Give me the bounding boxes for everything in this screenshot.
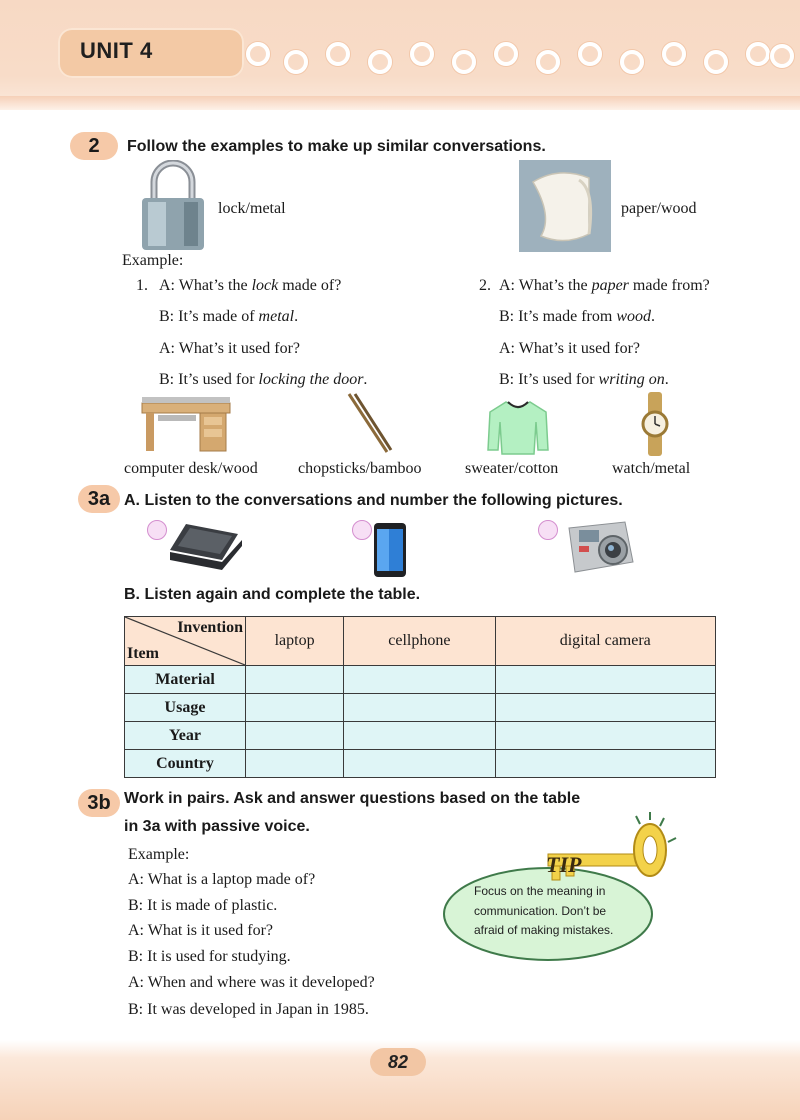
example-label: Example: (122, 252, 184, 269)
laptop-icon (168, 520, 244, 578)
table-row (125, 750, 716, 778)
conv2-line4: B: It’s used for writing on. (499, 371, 669, 388)
ring-icon (326, 42, 350, 66)
paper-label: paper/wood (621, 200, 697, 217)
dialogue-line: A: What is it used for? (128, 922, 274, 939)
item-label-sweater: sweater/cotton (465, 460, 559, 477)
ring-icon (368, 50, 392, 74)
computer-desk-icon (140, 395, 232, 455)
conv1-line2: B: It’s made of metal. (159, 308, 299, 325)
section-2-title: Follow the examples to make up similar conversations. (127, 138, 546, 155)
dialogue-line: B: It is made of plastic. (128, 897, 278, 914)
row-label-usage: Usage (125, 694, 246, 722)
row-label-year: Year (125, 722, 246, 750)
table-corner-cell (125, 617, 246, 666)
ring-icon (704, 50, 728, 74)
table-cell[interactable] (246, 750, 344, 778)
section-3a-badge: 3a (78, 485, 120, 513)
tip-label: TIP (546, 852, 582, 877)
ring-icon (410, 42, 434, 66)
example-label-3b: Example: (128, 846, 190, 863)
ring-icon (662, 42, 686, 66)
section-3a-title-b: B. Listen again and complete the table. (124, 586, 421, 603)
ring-icon (536, 50, 560, 74)
item-label-desk: computer desk/wood (124, 460, 258, 477)
dialogue-line: A: What is a laptop made of? (128, 871, 316, 888)
conv1-number: 1. (136, 277, 148, 294)
ring-icon (770, 44, 794, 68)
section-3a-title-a: A. Listen to the conversations and number the following pictures. (124, 492, 623, 509)
section-2-badge: 2 (70, 132, 118, 160)
conv2-line1: A: What’s the paper made from? (499, 277, 710, 294)
table-cell[interactable] (495, 666, 715, 694)
table-cell[interactable] (344, 666, 495, 694)
lock-label: lock/metal (218, 200, 286, 217)
table-cell[interactable] (246, 722, 344, 750)
dialogue-line: A: When and where was it developed? (128, 974, 375, 991)
tip-line-1: Focus on the meaning in (474, 884, 606, 898)
watch-icon (640, 392, 670, 456)
paper-roll-icon (519, 160, 611, 252)
table-row (125, 666, 716, 694)
chopsticks-icon (343, 392, 393, 454)
dialogue-line: B: It was developed in Japan in 1985. (128, 1001, 369, 1018)
corner-invention-label: Invention (177, 619, 243, 636)
ring-icon (578, 42, 602, 66)
table-row (125, 694, 716, 722)
table-row (125, 722, 716, 750)
row-label-country: Country (125, 750, 246, 778)
tip-line-3: afraid of making mistakes. (474, 923, 614, 937)
ring-icon (452, 50, 476, 74)
column-header-cellphone: cellphone (344, 617, 495, 666)
column-header-laptop: laptop (246, 617, 344, 666)
table-cell[interactable] (344, 694, 495, 722)
row-label-material: Material (125, 666, 246, 694)
item-label-watch: watch/metal (612, 460, 691, 477)
table-cell[interactable] (246, 666, 344, 694)
table-cell[interactable] (344, 750, 495, 778)
table-header-row (125, 617, 716, 666)
section-3b-title-line1: Work in pairs. Ask and answer questions based on the table (124, 790, 581, 807)
header-edge (0, 96, 800, 110)
table-cell[interactable] (495, 750, 715, 778)
page-number: 82 (370, 1048, 426, 1076)
column-header-digital-camera: digital camera (495, 617, 715, 666)
ring-icon (494, 42, 518, 66)
conv2-line2: B: It’s made from wood. (499, 308, 655, 325)
sweater-icon (486, 400, 550, 456)
dialogue-line: B: It is used for studying. (128, 948, 291, 965)
table-cell[interactable] (246, 694, 344, 722)
item-label-chopsticks: chopsticks/bamboo (298, 460, 422, 477)
table-cell[interactable] (495, 722, 715, 750)
ring-icon (620, 50, 644, 74)
table-cell[interactable] (495, 694, 715, 722)
ring-icon (284, 50, 308, 74)
conv2-number: 2. (479, 277, 491, 294)
invention-table (124, 616, 716, 778)
number-circle-camera[interactable] (538, 520, 558, 540)
conv2-line3: A: What’s it used for? (499, 340, 641, 357)
section-3b-badge: 3b (78, 789, 120, 817)
unit-title: UNIT 4 (80, 38, 153, 63)
lock-icon (140, 160, 206, 252)
corner-item-label: Item (127, 645, 159, 662)
conv1-line3: A: What’s it used for? (159, 340, 301, 357)
digital-camera-icon (565, 518, 637, 578)
tip-line-2: communication. Don’t be (474, 904, 607, 918)
cellphone-icon (373, 522, 407, 578)
ring-icon (746, 42, 770, 66)
number-circle-laptop[interactable] (147, 520, 167, 540)
ring-icon (246, 42, 270, 66)
number-circle-cellphone[interactable] (352, 520, 372, 540)
table-cell[interactable] (344, 722, 495, 750)
conv1-line4: B: It’s used for locking the door. (159, 371, 368, 388)
section-3b-title-line2: in 3a with passive voice. (124, 818, 310, 835)
conv1-line1: A: What’s the lock made of? (159, 277, 342, 294)
